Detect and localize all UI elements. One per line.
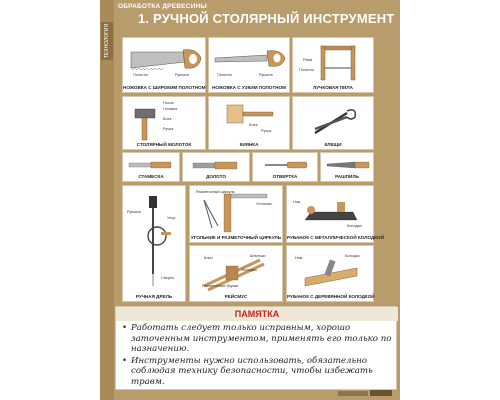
chisel-caption: ДОЛОТО	[206, 174, 226, 179]
drill-label-bit: Сверло	[161, 276, 175, 280]
screwdriver-caption: ОТВЕРТКА	[272, 174, 298, 179]
saw-narrow-label-handle: Рукоять	[259, 73, 274, 77]
rasp-caption: РАШПИЛЬ	[335, 174, 359, 179]
bullet-icon: •	[122, 323, 128, 333]
topic-text: ОБРАБОТКА ДРЕВЕСИНЫ	[118, 3, 207, 10]
gauge-label-bars: Разметочные бруски	[202, 284, 239, 288]
card-square	[189, 185, 283, 243]
card-plane-wood	[286, 245, 374, 302]
plane-wood-label-knife: Нож	[295, 256, 303, 260]
card-chisel	[182, 152, 250, 182]
subject-label-text: ТЕХНОЛОГИЯ	[104, 23, 110, 59]
card-screwdriver	[252, 152, 318, 182]
plane-wood-caption: РУБАНОК С ДЕРЕВЯННОЙ КОЛОДКОЙ	[287, 294, 375, 299]
saw-wide-label-blade: Полотно	[133, 73, 148, 77]
subject-label	[101, 22, 113, 60]
mallet-label-face: Боек	[249, 123, 258, 127]
card-saw-wide	[122, 37, 206, 93]
memo-item: • Работать следует только исправным, хорошо заточенным инструментом, применять его только по назначению.	[122, 323, 392, 355]
card-mallet	[208, 96, 290, 150]
bow-saw-label-blade: Полотно	[299, 68, 314, 72]
mallet-label-handle: Ручка	[261, 129, 272, 133]
page-title: 1. РУЧНОЙ СТОЛЯРНЫЙ ИНСТРУМЕНТ	[138, 11, 395, 26]
side-strip	[100, 0, 114, 400]
pincers-caption: КЛЕЩИ	[324, 142, 342, 147]
card-chisel-flat	[122, 152, 180, 182]
hammer-caption: СТОЛЯРНЫЙ МОЛОТОК	[136, 142, 192, 147]
plane-metal-label-body: Колодка	[347, 224, 362, 228]
mallet-caption: КИЯНКА	[239, 142, 259, 147]
gauge-label-pins: Шпильки	[250, 254, 266, 258]
card-saw-narrow	[208, 37, 290, 93]
hammer-label-face: Боек	[163, 117, 172, 121]
gauge-label-wedge: Клин	[204, 256, 213, 260]
drill-label-handle: Рукоять	[127, 210, 142, 214]
saw-wide-caption: НОЖОВКА С ШИРОКИМ ПОЛОТНОМ	[123, 85, 206, 90]
hammer-label-nose: Носок	[163, 101, 174, 105]
publisher-logo	[370, 390, 392, 396]
card-plane-metal	[286, 185, 384, 243]
bow-saw-caption: ЛУЧКОВАЯ ПИЛА	[313, 85, 353, 90]
memo-heading: ПАМЯТКА	[234, 309, 280, 319]
drill-label-stop: Упор	[167, 216, 176, 220]
memo-box	[115, 306, 397, 390]
saw-narrow-caption: НОЖОВКА С УЗКИМ ПОЛОТНОМ	[212, 85, 286, 90]
card-bow-saw	[292, 37, 374, 93]
memo-header	[116, 307, 398, 321]
gauge-label-block: Колодка	[242, 268, 257, 272]
plane-wood-label-body: Колодка	[345, 254, 360, 258]
poster	[100, 0, 400, 400]
plane-metal-label-knife: Нож	[293, 200, 301, 204]
card-rasp	[320, 152, 374, 182]
card-gauge	[189, 245, 283, 302]
saw-wide-label-handle: Рукоять	[175, 73, 190, 77]
drill-illustration	[123, 186, 187, 303]
chisel-flat-caption: СТАМЕСКА	[138, 174, 164, 179]
publisher-text	[338, 391, 368, 396]
square-caption: УГОЛЬНИК И РАЗМЕТОЧНЫЙ ЦИРКУЛЬ	[190, 235, 282, 240]
card-pincers	[292, 96, 374, 150]
bow-saw-label-frame: Рама	[303, 58, 313, 62]
plane-metal-caption: РУБАНОК С МЕТАЛЛИЧЕСКОЙ КОЛОДКОЙ	[287, 235, 384, 240]
hammer-label-handle: Ручка	[163, 127, 174, 131]
card-hammer	[122, 96, 206, 150]
memo-item: • Инструменты нужно использовать, обязательно соблюдая технику безопасности, чтобы избежать травм.	[122, 355, 373, 387]
square-label-compass: Разметочный циркуль	[196, 190, 235, 194]
bullet-icon: •	[122, 355, 128, 366]
gauge-caption: РЕЙСМУС	[224, 294, 248, 299]
hammer-label-head: Головка	[163, 107, 178, 111]
drill-caption: РУЧНАЯ ДРЕЛЬ	[135, 294, 173, 299]
square-label-square: Угольник	[256, 202, 272, 206]
memo-list	[122, 323, 394, 389]
saw-narrow-label-blade: Полотно	[217, 73, 232, 77]
card-drill	[122, 185, 186, 302]
